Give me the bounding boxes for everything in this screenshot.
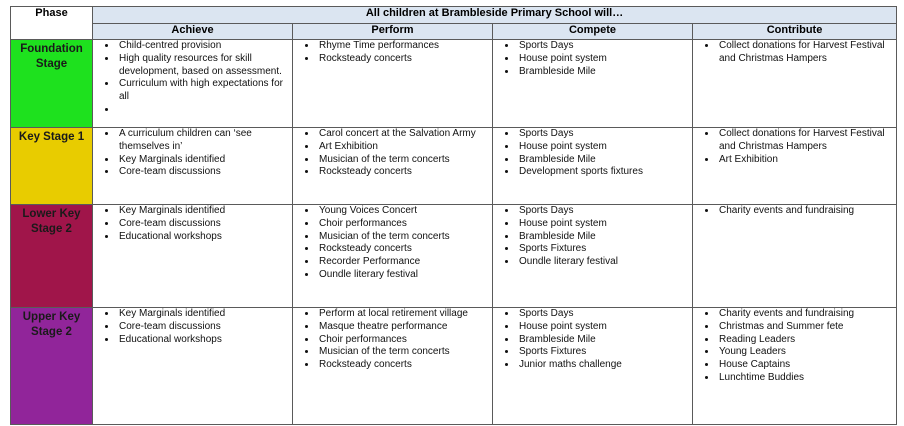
list-item: • Musician of the term concerts bbox=[317, 154, 492, 167]
achieve-cell bbox=[93, 40, 293, 128]
list-item: • Charity events and fundraising bbox=[717, 308, 896, 321]
list-item: • Perform at local retirement village bbox=[317, 308, 492, 321]
list-item: • Development sports fixtures bbox=[517, 166, 692, 179]
list-item: • Rocksteady concerts bbox=[317, 166, 492, 179]
list-item: • Key Marginals identified bbox=[117, 154, 292, 167]
phase-label: Lower Key Stage 2 bbox=[22, 208, 81, 235]
list-item: • Reading Leaders bbox=[717, 334, 896, 347]
list-item: • Choir performances bbox=[317, 218, 492, 231]
achieve-cell bbox=[93, 205, 293, 308]
list-item: • House point system bbox=[517, 218, 692, 231]
list-item: • A curriculum children can ‘see themselves in’ bbox=[117, 128, 292, 154]
phase-cell-lower-ks2 bbox=[11, 205, 93, 308]
list-item: • Oundle literary festival bbox=[317, 269, 492, 282]
list-item: • Sports Days bbox=[517, 40, 692, 53]
list-item bbox=[117, 104, 292, 117]
table-row bbox=[11, 308, 897, 425]
list-item: • Rhyme Time performances bbox=[317, 40, 492, 53]
list-item: • Carol concert at the Salvation Army bbox=[317, 128, 492, 141]
perform-cell bbox=[293, 308, 493, 425]
list-item: • Brambleside Mile bbox=[517, 154, 692, 167]
list-item: • Sports Fixtures bbox=[517, 346, 692, 359]
list-item: • Collect donations for Harvest Festival and Christmas Hampers bbox=[717, 128, 896, 154]
list-item: • Brambleside Mile bbox=[517, 334, 692, 347]
list-item: • High quality resources for skill development, based on assessment. bbox=[117, 53, 292, 79]
list-item: • Art Exhibition bbox=[717, 154, 896, 167]
list-item: • Christmas and Summer fete bbox=[717, 321, 896, 334]
list-item: • Junior maths challenge bbox=[517, 359, 692, 372]
list-item: • Lunchtime Buddies bbox=[717, 372, 896, 385]
table-row bbox=[11, 40, 897, 128]
list-item: • Rocksteady concerts bbox=[317, 53, 492, 66]
list-item: • Art Exhibition bbox=[317, 141, 492, 154]
achieve-cell bbox=[93, 128, 293, 205]
list-item: • Educational workshops bbox=[117, 334, 292, 347]
list-item: • Collect donations for Harvest Festival and Christmas Hampers bbox=[717, 40, 896, 66]
list-item: • Choir performances bbox=[317, 334, 492, 347]
phase-header: Phase bbox=[11, 7, 93, 40]
phase-label: Foundation Stage bbox=[20, 43, 83, 70]
table-row bbox=[11, 128, 897, 205]
list-item: • Educational workshops bbox=[117, 231, 292, 244]
list-item: • Core-team discussions bbox=[117, 166, 292, 179]
list-item: • Young Voices Concert bbox=[317, 205, 492, 218]
perform-cell bbox=[293, 40, 493, 128]
list-item: • Rocksteady concerts bbox=[317, 243, 492, 256]
list-item: • House point system bbox=[517, 53, 692, 66]
list-item: • Brambleside Mile bbox=[517, 231, 692, 244]
compete-cell bbox=[493, 128, 693, 205]
list-item: • Core-team discussions bbox=[117, 218, 292, 231]
compete-cell bbox=[493, 205, 693, 308]
perform-cell bbox=[293, 128, 493, 205]
phase-cell-upper-ks2 bbox=[11, 308, 93, 425]
perform-cell bbox=[293, 205, 493, 308]
phase-cell-ks1 bbox=[11, 128, 93, 205]
phase-label: Upper Key Stage 2 bbox=[22, 311, 81, 338]
contribute-cell bbox=[693, 128, 897, 205]
list-item: • Child-centred provision bbox=[117, 40, 292, 53]
list-item: • Sports Days bbox=[517, 128, 692, 141]
list-item: • Sports Days bbox=[517, 308, 692, 321]
list-item: • Sports Fixtures bbox=[517, 243, 692, 256]
list-item: • Key Marginals identified bbox=[117, 308, 292, 321]
list-item: • Recorder Performance bbox=[317, 256, 492, 269]
phase-table bbox=[10, 6, 897, 425]
list-item: • Young Leaders bbox=[717, 346, 896, 359]
compete-cell bbox=[493, 40, 693, 128]
phase-label: Key Stage 1 bbox=[18, 131, 85, 143]
list-item: • House point system bbox=[517, 321, 692, 334]
contribute-cell bbox=[693, 40, 897, 128]
list-item: • Musician of the term concerts bbox=[317, 346, 492, 359]
table-super-title: All children at Brambleside Primary School will… bbox=[93, 7, 897, 24]
contribute-cell bbox=[693, 308, 897, 425]
column-header-perform: Perform bbox=[293, 24, 493, 40]
compete-cell bbox=[493, 308, 693, 425]
list-item: • Brambleside Mile bbox=[517, 66, 692, 79]
list-item: • Curriculum with high expectations for all bbox=[117, 78, 292, 104]
list-item: • Charity events and fundraising bbox=[717, 205, 896, 218]
achieve-cell bbox=[93, 308, 293, 425]
list-item: • Key Marginals identified bbox=[117, 205, 292, 218]
list-item: • Core-team discussions bbox=[117, 321, 292, 334]
column-header-contribute: Contribute bbox=[693, 24, 897, 40]
list-item: • Masque theatre performance bbox=[317, 321, 492, 334]
list-item: • House Captains bbox=[717, 359, 896, 372]
contribute-cell bbox=[693, 205, 897, 308]
list-item: • Sports Days bbox=[517, 205, 692, 218]
column-header-compete: Compete bbox=[493, 24, 693, 40]
column-header-achieve: Achieve bbox=[93, 24, 293, 40]
list-item: • Musician of the term concerts bbox=[317, 231, 492, 244]
table-row bbox=[11, 205, 897, 308]
phase-cell-foundation bbox=[11, 40, 93, 128]
list-item: • Oundle literary festival bbox=[517, 256, 692, 269]
list-item: • House point system bbox=[517, 141, 692, 154]
list-item: • Rocksteady concerts bbox=[317, 359, 492, 372]
